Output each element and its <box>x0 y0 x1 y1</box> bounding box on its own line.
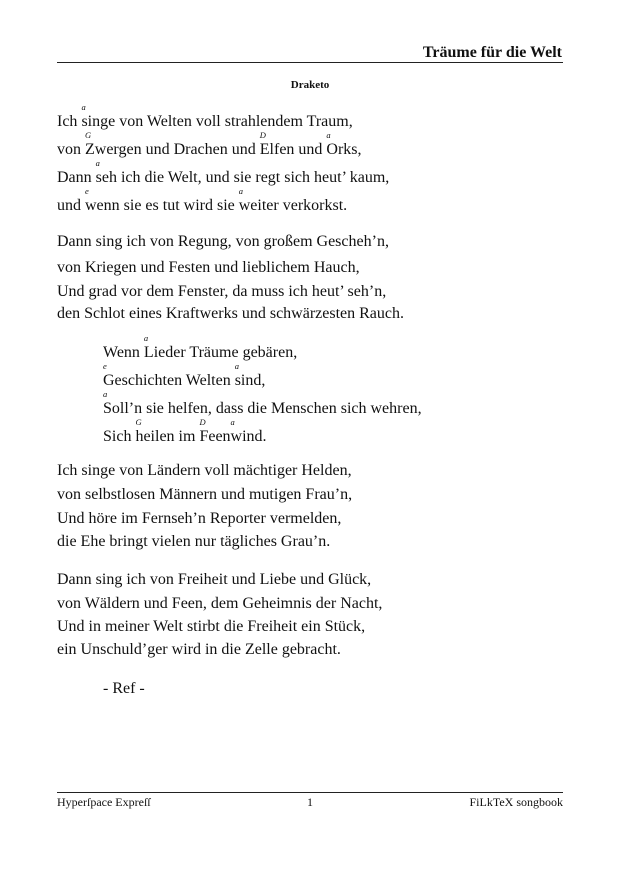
chord-symbol: a <box>81 102 86 112</box>
chorus-line1: Wenn a Lieder Träume gebären, <box>103 333 298 361</box>
verse2-line3: Und grad vor dem Fenster, da muss ich heut’ seh’n, <box>57 283 387 300</box>
verse3-line1: Ich singe von Ländern voll mächtiger Helden, <box>57 462 352 479</box>
verse2-line4: den Schlot eines Kraftwerks und schwärzesten Rauch. <box>57 305 404 322</box>
verse3-line4: die Ehe bringt vielen nur tägliches Grau’n. <box>57 533 331 550</box>
footer-left: Hyperſpace Expreſſ <box>57 795 151 809</box>
footer-rule <box>57 792 563 793</box>
chord-symbol: G <box>85 130 92 140</box>
chord-symbol: e <box>85 186 89 196</box>
chord-symbol: a <box>234 361 239 371</box>
verse3-line2: von selbstlosen Männern und mutigen Frau’n, <box>57 486 353 503</box>
song-author: Draketo <box>290 79 330 91</box>
verse1-line4: und e wenn sie es tut wird sie a weiter verkorkst. <box>57 186 348 214</box>
page-number: 1 <box>307 795 313 809</box>
verse1-line1: Ich a singe von Welten voll strahlendem Traum, <box>57 102 353 130</box>
chord-symbol: G <box>135 417 142 427</box>
chorus-line3: a Soll’n sie helfen, dass die Menschen sich wehren, <box>103 389 422 417</box>
verse2-line1: Dann sing ich von Regung, von großem Gescheh’n, <box>57 233 389 250</box>
chord-symbol: a <box>238 186 243 196</box>
verse1-line3: Dann a seh ich die Welt, und sie regt sich heut’ kaum, <box>57 158 390 186</box>
refrain-marker: - Ref - <box>103 680 145 697</box>
page-header-title: Träume für die Welt <box>422 44 562 61</box>
verse2-line2: von Kriegen und Festen und lieblichem Hauch, <box>57 259 360 276</box>
chord-symbol: a <box>326 130 331 140</box>
verse4-line2: von Wäldern und Feen, dem Geheimnis der Nacht, <box>57 595 383 612</box>
chord-symbol: D <box>199 417 206 427</box>
chord-symbol: D <box>259 130 266 140</box>
chord-symbol: a <box>143 333 149 343</box>
verse1-line2: von G Zwergen und Drachen und D Elfen und a Orks, <box>57 130 362 158</box>
verse4-line4: ein Unschuld’ger wird in die Zelle gebracht. <box>57 641 341 658</box>
chord-symbol: e <box>103 361 107 371</box>
chord-symbol: a <box>230 417 235 427</box>
chorus-line4: Sich G heilen im D Feen a wind. <box>103 417 267 445</box>
verse3-line3: Und höre im Fernseh’n Reporter vermelden, <box>57 510 342 527</box>
chord-symbol: a <box>95 158 100 168</box>
chord-symbol: a <box>103 389 108 399</box>
verse4-line1: Dann sing ich von Freiheit und Liebe und Glück, <box>57 571 372 588</box>
header-rule <box>57 62 563 63</box>
chorus-line2: e Geschichten Welten a sind, <box>103 361 266 389</box>
footer-right: FiLkTeX songbook <box>469 795 563 809</box>
verse4-line3: Und in meiner Welt stirbt die Freiheit ein Stück, <box>57 618 366 635</box>
